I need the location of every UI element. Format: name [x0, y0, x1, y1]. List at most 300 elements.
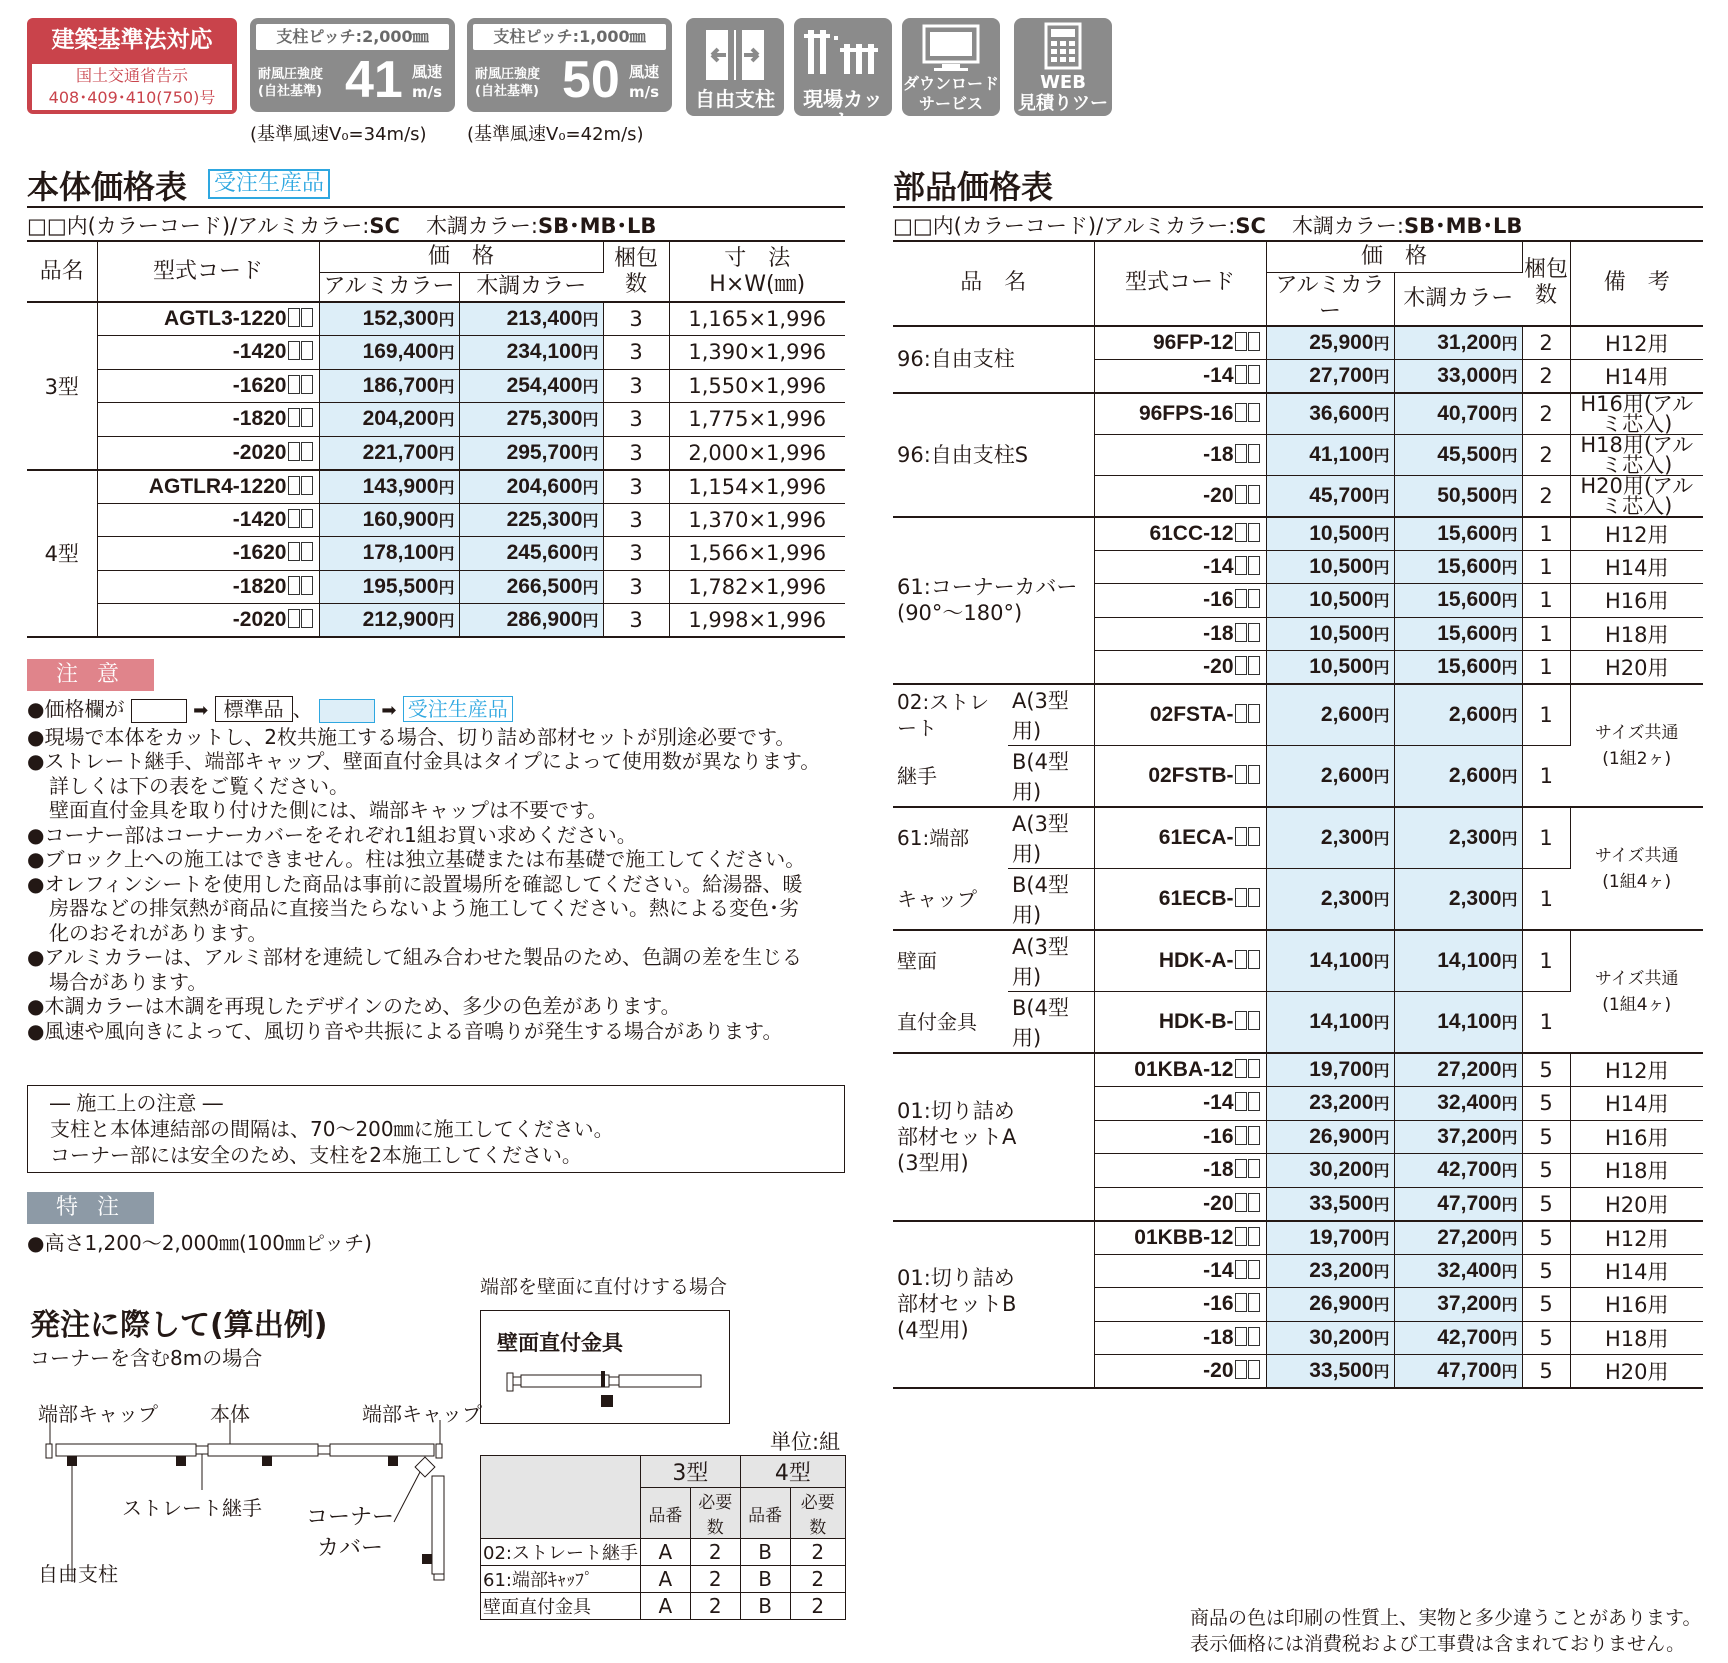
color-code-box [288, 542, 300, 561]
col-note: 備 考 [1570, 242, 1703, 326]
price-value: 32,400 [1437, 1091, 1502, 1115]
remark: H16用 [1570, 584, 1703, 618]
caution-item: ●アルミカラーは、アルミ部材を連続して組み合わせた製品のため、色調の差を生じる [27, 945, 803, 969]
color-code-box [1235, 1059, 1247, 1078]
usage-part-3: A [640, 1593, 690, 1620]
model-code-text: -2020 [232, 440, 287, 464]
model-code-text: AGTLR4-1220 [148, 474, 287, 498]
yen-unit: 円 [1501, 559, 1518, 577]
model-code-text: 61CC-12 [1149, 521, 1234, 545]
color-code-box [301, 476, 313, 495]
yen-unit: 円 [1501, 1230, 1518, 1248]
part-name: 02:ストレート [897, 690, 990, 741]
pack-count: 1 [1522, 617, 1570, 651]
price-value: 14,100 [1437, 949, 1502, 972]
part-name-3: (3型用) [897, 1150, 969, 1175]
caution-list [27, 696, 857, 1043]
price-value: 19,700 [1309, 1058, 1374, 1081]
caution-item: 場合があります。 [49, 969, 208, 994]
table-row [481, 1566, 846, 1593]
law-badge-detail [32, 64, 232, 110]
divider [893, 206, 1703, 208]
price-alu [1266, 359, 1394, 393]
color-code-box [1248, 1092, 1260, 1111]
part-name-1: 01:切り詰め [897, 1266, 1015, 1291]
dimensions: 1,566×1,996 [669, 537, 845, 571]
price-alu [1266, 1288, 1394, 1322]
usage-qty-3: 2 [690, 1539, 740, 1566]
yen-unit: 円 [1373, 559, 1390, 577]
color-code-box [1235, 523, 1247, 542]
type-label: A(3型用) [1008, 807, 1094, 869]
yen-unit: 円 [438, 546, 455, 564]
price-value: 15,600 [1437, 655, 1502, 678]
yen-unit: 円 [438, 378, 455, 396]
remark-2: (1組4ヶ) [1602, 994, 1672, 1015]
label-straight-joint: ストレート継手 [122, 1496, 262, 1520]
model-code-text: 96FP-12 [1152, 330, 1234, 354]
law-line1: 国土交通省告示 [75, 66, 188, 85]
table-row [27, 537, 845, 571]
price-wood [459, 369, 603, 403]
pack-count: 2 [1522, 393, 1570, 435]
usage-name: 61:端部ｷｬｯﾌﾟ [481, 1566, 641, 1593]
color-code-box [288, 509, 300, 528]
price-value: 2,600 [1320, 764, 1374, 787]
pack-count: 5 [1522, 1355, 1570, 1389]
price-value: 2,300 [1448, 887, 1502, 910]
yen-unit: 円 [1501, 1297, 1518, 1315]
col-alu: アルミカラー [1266, 272, 1394, 326]
color-code-box [1248, 1293, 1260, 1312]
model-code [1094, 930, 1266, 992]
price-wood [459, 570, 603, 604]
price-wood [459, 403, 603, 437]
color-code-box [1248, 1227, 1260, 1246]
model-code-text: -16 [1203, 1124, 1234, 1148]
price-value: 2,600 [1448, 703, 1502, 726]
yen-unit: 円 [582, 546, 599, 564]
color-code-box [1235, 332, 1247, 351]
wind-badge-label [475, 66, 540, 100]
legend-prefix: ●価格欄が [27, 697, 125, 721]
type-label: A(3型用) [1008, 930, 1094, 992]
wind-label-2: (自社基準) [258, 84, 322, 99]
price-wood [1394, 584, 1522, 618]
price-value: 10,500 [1309, 554, 1374, 578]
part-name: 継手 [897, 763, 937, 788]
usage-part-3: 品番 [640, 1488, 690, 1539]
price-alu [1266, 393, 1394, 435]
yen-unit: 円 [1373, 1330, 1390, 1348]
wall-mount-diagram [481, 1311, 731, 1425]
yen-unit: 円 [1373, 892, 1390, 909]
price-wood [1394, 617, 1522, 651]
price-value: 2,300 [1320, 826, 1374, 849]
price-value: 275,300 [506, 407, 583, 431]
wind-unit-1: 風速 [412, 63, 443, 81]
model-code [1094, 584, 1266, 618]
yen-unit: 円 [1373, 335, 1390, 353]
color-code-box [301, 442, 313, 461]
download-label-1: ダウンロード [902, 74, 999, 93]
part-name: 61:端部 [897, 826, 970, 851]
footer-line-1: 商品の色は印刷の性質上、実物と多少違うことがあります。 [1190, 1607, 1702, 1629]
col-dim-1: 寸 法 [724, 245, 791, 271]
table-row [893, 807, 1703, 869]
price-value: 2,300 [1448, 826, 1502, 849]
wind-note-1000: (基準風速V₀=42m/s) [467, 124, 644, 145]
pack-count: 3 [603, 336, 669, 370]
yen-unit: 円 [1373, 708, 1390, 725]
table-row [893, 684, 1703, 746]
remark: H16用 [1570, 1288, 1703, 1322]
usage-table [480, 1455, 846, 1620]
price-alu [1266, 434, 1394, 475]
model-code-text: 61ECA- [1158, 826, 1234, 849]
yen-unit: 円 [582, 412, 599, 430]
web-label-1: WEB [1040, 72, 1086, 93]
caution-item: ●オレフィンシートを使用した商品は事前に設置場所を確認してください。給湯器、暖 [27, 871, 803, 896]
table-row [27, 503, 845, 537]
remark: H16用(アルミ芯入) [1570, 393, 1703, 435]
color-code-box [1235, 1011, 1247, 1030]
dimensions: 1,775×1,996 [669, 403, 845, 437]
price-value: 2,600 [1448, 764, 1502, 787]
model-code-text: 02FSTA- [1149, 703, 1234, 726]
free-post-label: 自由支柱 [695, 87, 775, 111]
col-name: 品 名 [893, 242, 1094, 326]
dimensions: 1,390×1,996 [669, 336, 845, 370]
color-code-box [1248, 444, 1260, 463]
order-subtitle: コーナーを含む8mの場合 [30, 1346, 263, 1370]
price-wood [1394, 1288, 1522, 1322]
usage-part-4: 品番 [740, 1488, 790, 1539]
yen-unit: 円 [1501, 1330, 1518, 1348]
remark-1: サイズ共通 [1594, 968, 1679, 989]
col-price: 価 格 [319, 242, 603, 272]
caution-item: 壁面直付金具を取り付けた側には、端部キャップは不要です。 [49, 798, 608, 822]
pack-count: 5 [1522, 1154, 1570, 1188]
remark: H16用 [1570, 1120, 1703, 1154]
label-free-post: 自由支柱 [38, 1562, 118, 1586]
model-code [1094, 746, 1266, 808]
price-value: 50,500 [1437, 483, 1502, 507]
col-dim-2: H×W(㎜) [709, 271, 806, 297]
order-title: 発注に際して(算出例) [30, 1308, 328, 1343]
model-code [1094, 1221, 1266, 1255]
yen-unit: 円 [438, 579, 455, 597]
model-code-text: -1420 [232, 507, 287, 531]
color-code-box [1248, 1059, 1260, 1078]
yen-unit: 円 [1373, 526, 1390, 544]
model-code [97, 436, 319, 470]
model-code-text: 01KBB-12 [1134, 1225, 1234, 1249]
table-row [27, 436, 845, 470]
col-pack-1: 梱包 [613, 245, 658, 271]
price-wood [1394, 1254, 1522, 1288]
col-price: 価 格 [1266, 242, 1522, 272]
price-wood [1394, 326, 1522, 360]
wind-badge-2000 [250, 18, 455, 112]
group-name: 4型 [27, 470, 97, 638]
model-code [1094, 617, 1266, 651]
table-row [893, 1053, 1703, 1087]
pack-count: 5 [1522, 1187, 1570, 1221]
parts-table-title: 部品価格表 [893, 168, 1054, 206]
wind-label-1: 耐風圧強度 [475, 67, 541, 82]
label-corner-cover [306, 1500, 394, 1562]
yen-unit: 円 [1501, 335, 1518, 353]
table-row [27, 302, 845, 336]
col-pack [1522, 242, 1570, 326]
yen-unit: 円 [1501, 406, 1518, 424]
color-code-box [288, 609, 300, 628]
model-code-text: -14 [1203, 1091, 1234, 1115]
pack-count: 2 [1522, 326, 1570, 360]
price-wood [459, 503, 603, 537]
model-code-text: -1820 [232, 574, 287, 598]
usage-part-4: B [740, 1593, 790, 1620]
color-code-box [1248, 1159, 1260, 1178]
color-code-box [301, 576, 313, 595]
yen-unit: 円 [1373, 831, 1390, 848]
table-row [893, 326, 1703, 360]
price-alu [1266, 1154, 1394, 1188]
price-value: 33,500 [1309, 1191, 1374, 1215]
price-value: 27,700 [1309, 363, 1374, 387]
price-value: 2,600 [1320, 703, 1374, 726]
price-value: 19,700 [1309, 1225, 1374, 1249]
yen-unit: 円 [1373, 1096, 1390, 1114]
price-value: 37,200 [1437, 1124, 1502, 1148]
yen-unit: 円 [1501, 1015, 1518, 1032]
caution-item: ●コーナー部はコーナーカバーをそれぞれ1組お買い求めください。 [27, 822, 637, 847]
yen-unit: 円 [1373, 1129, 1390, 1147]
color-wood-prefix: 木調カラー: [425, 214, 539, 238]
price-alu [1266, 651, 1394, 685]
col-pack-1: 梱包 [1523, 257, 1568, 283]
label-body: 本体 [210, 1402, 250, 1426]
color-code-box [301, 542, 313, 561]
price-alu [1266, 807, 1394, 869]
model-code [97, 369, 319, 403]
color-code-box [288, 576, 300, 595]
yen-unit: 円 [582, 613, 599, 630]
model-code-text: -1620 [232, 373, 287, 397]
color-code-box [1248, 556, 1260, 575]
color-code-box [288, 442, 300, 461]
label-corner-2: カバー [317, 1536, 384, 1561]
color-code-box [1235, 444, 1247, 463]
model-code [1094, 1288, 1266, 1322]
pack-count: 2 [1522, 359, 1570, 393]
price-value: 36,600 [1309, 401, 1374, 425]
model-code [1094, 1254, 1266, 1288]
part-name-1: 96:自由支柱S [897, 442, 1029, 467]
usage-part-3: A [640, 1566, 690, 1593]
price-value: 32,400 [1437, 1258, 1502, 1282]
col-pack-2: 数 [624, 271, 647, 297]
price-wood [1394, 393, 1522, 435]
caution-item: ●木調カラーは木調を再現したデザインのため、多少の色差があります。 [27, 994, 681, 1018]
order-made-tag: 受注生産品 [208, 169, 330, 199]
wind-label-1: 耐風圧強度 [258, 67, 324, 82]
pack-count: 5 [1522, 1087, 1570, 1121]
part-name-2: (90°～180°) [897, 601, 1023, 626]
table-row [27, 403, 845, 437]
pack-count: 5 [1522, 1254, 1570, 1288]
pack-count: 1 [1522, 746, 1570, 808]
model-code [1094, 1187, 1266, 1221]
color-code-box [1248, 1360, 1260, 1379]
price-alu [319, 604, 459, 638]
remark: H12用 [1570, 1221, 1703, 1255]
yen-unit: 円 [1501, 526, 1518, 544]
wall-label: 壁面直付金具 [497, 1331, 623, 1355]
color-code-box [1235, 1159, 1247, 1178]
price-value: 204,600 [506, 474, 583, 498]
remark: H18用 [1570, 1154, 1703, 1188]
price-value: 40,700 [1437, 401, 1502, 425]
table-row [893, 517, 1703, 551]
color-code-box [1248, 332, 1260, 351]
wind-note-2000: (基準風速V₀=34m/s) [250, 124, 427, 145]
color-code-box [1248, 888, 1260, 907]
price-value: 45,700 [1309, 483, 1374, 507]
model-code-text: -18 [1203, 1158, 1234, 1182]
color-code-box [1235, 1227, 1247, 1246]
yen-unit: 円 [582, 312, 599, 329]
caution-legend [27, 696, 857, 724]
color-prefix: □□内(カラーコード)/アルミカラー: [893, 214, 1236, 238]
yen-unit: 円 [438, 312, 455, 329]
price-value: 212,900 [362, 608, 439, 631]
pack-count: 5 [1522, 1120, 1570, 1154]
price-wood [1394, 684, 1522, 746]
color-code-box [1235, 1193, 1247, 1212]
yen-unit: 円 [1373, 626, 1390, 644]
type-label: B(4型用) [1008, 992, 1094, 1054]
legend-white-box [131, 699, 187, 723]
pack-count: 2 [1522, 475, 1570, 517]
price-alu [1266, 746, 1394, 808]
model-code-text: -1420 [232, 340, 287, 364]
model-code [1094, 992, 1266, 1054]
web-estimate-label [1014, 72, 1112, 135]
price-value: 169,400 [362, 340, 439, 364]
model-code-text: 61ECB- [1158, 887, 1234, 910]
download-badge [902, 18, 1000, 116]
table-row [27, 369, 845, 403]
col-wood: 木調カラー [459, 272, 603, 302]
special-label: 特 注 [27, 1192, 154, 1224]
caution-item: ●風速や風向きによって、風切り音や共振による音鳴りが発生する場合があります。 [27, 1018, 783, 1043]
model-code-text: -1820 [232, 407, 287, 431]
price-wood [1394, 1187, 1522, 1221]
part-name-1: 96:自由支柱 [897, 347, 1015, 371]
color-code-box [1235, 1092, 1247, 1111]
yen-unit: 円 [1501, 831, 1518, 848]
color-alu: SC [1235, 214, 1266, 238]
special-text: ●高さ1,200～2,000㎜(100㎜ピッチ) [27, 1231, 372, 1255]
footer-line-2: 表示価格には消費税および工事費は含まれておりません。 [1190, 1633, 1686, 1655]
model-code-text: -18 [1203, 1325, 1234, 1349]
col-pack [603, 242, 669, 302]
price-wood [1394, 1120, 1522, 1154]
color-code-box [1248, 704, 1260, 723]
color-code-box [1235, 827, 1247, 846]
remark: H14用 [1570, 359, 1703, 393]
yen-unit: 円 [438, 613, 455, 630]
remark: H18用(アルミ芯入) [1570, 434, 1703, 475]
arrow-right-icon: ➡ [193, 700, 209, 721]
price-wood [1394, 359, 1522, 393]
yen-unit: 円 [1373, 1196, 1390, 1214]
model-code [1094, 1120, 1266, 1154]
model-code-text: -16 [1203, 1292, 1234, 1316]
label-end-cap-left: 端部キャップ [38, 1402, 158, 1426]
label-end-cap-right: 端部キャップ [362, 1402, 482, 1426]
price-value: 2,300 [1320, 887, 1374, 910]
color-prefix: □□内(カラーコード)/アルミカラー: [27, 214, 370, 238]
price-alu [319, 470, 459, 504]
price-alu [1266, 475, 1394, 517]
pack-count: 5 [1522, 1288, 1570, 1322]
model-code [97, 570, 319, 604]
remark: H20用(アルミ芯入) [1570, 475, 1703, 517]
yen-unit: 円 [1373, 1015, 1390, 1032]
remark: H12用 [1570, 326, 1703, 360]
model-code-text: -16 [1203, 588, 1234, 612]
model-code [97, 302, 319, 336]
model-code [1094, 1053, 1266, 1087]
pack-count: 5 [1522, 1321, 1570, 1355]
legend-standard: 標準品 [215, 696, 293, 722]
col-code: 型式コード [1094, 242, 1266, 326]
unit-label: 単位:組 [770, 1430, 841, 1454]
pack-count: 3 [603, 369, 669, 403]
part-name-3: (4型用) [897, 1318, 969, 1343]
price-value: 30,200 [1309, 1158, 1374, 1182]
color-code-box [1248, 485, 1260, 504]
pack-count: 3 [603, 537, 669, 571]
price-wood [1394, 1355, 1522, 1389]
price-value: 25,900 [1309, 330, 1374, 354]
color-wood-prefix: 木調カラー: [1291, 214, 1405, 238]
download-label [902, 74, 1000, 114]
usage-qty-4: 2 [790, 1539, 845, 1566]
model-code [97, 503, 319, 537]
model-code [1094, 1321, 1266, 1355]
color-code-box [1248, 1260, 1260, 1279]
pack-count: 1 [1522, 869, 1570, 931]
price-alu [319, 570, 459, 604]
table-row [481, 1539, 846, 1566]
color-code-box [1235, 656, 1247, 675]
yen-unit: 円 [1501, 593, 1518, 611]
yen-unit: 円 [582, 345, 599, 363]
price-value: 213,400 [506, 307, 583, 330]
price-value: 295,700 [506, 440, 583, 464]
part-name [893, 326, 1094, 393]
color-code-box [288, 341, 300, 360]
site-cut-label: 現場カット [803, 87, 883, 133]
part-name-1: 61:コーナーカバー [897, 575, 1078, 600]
model-code [1094, 475, 1266, 517]
color-code-box [301, 609, 313, 628]
price-value: 26,900 [1309, 1124, 1374, 1148]
